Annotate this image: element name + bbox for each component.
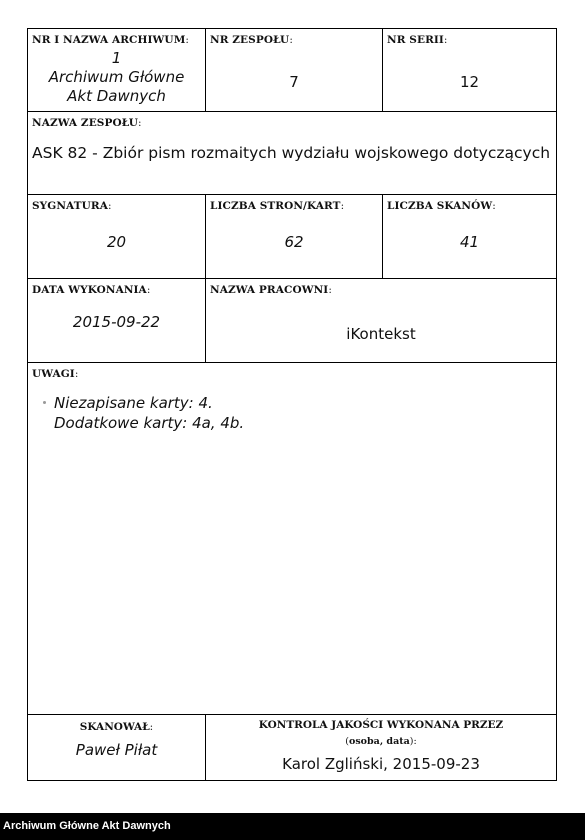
cell-archive: NR I NAZWA ARCHIWUM: 1 Archiwum Główne Akt Dawnych <box>28 29 205 111</box>
quality-control-label: KONTROLA JAKOŚCI WYKONANA PRZEZ <box>258 719 504 731</box>
cell-date: DATA WYKONANIA: 2015-09-22 <box>28 279 205 362</box>
footer-bar <box>0 813 585 840</box>
cell-quality-control: KONTROLA JAKOŚCI WYKONANA PRZEZ (osoba, data): Karol Zgliński, 2015-09-23 <box>205 715 556 781</box>
signature-value: 20 <box>106 233 127 251</box>
cell-remarks: UWAGI: Niezapisane karty: 4. Dodatkowe karty: 4a, 4b. <box>32 368 245 432</box>
remarks-label: UWAGI <box>32 368 75 380</box>
pages-label: LICZBA STRON/KART <box>210 200 341 212</box>
scans-label: LICZBA SKANÓW <box>387 200 493 212</box>
workshop-label: NAZWA PRACOWNI <box>210 284 329 296</box>
archive-label: NR I NAZWA ARCHIWUM <box>32 34 186 46</box>
workshop-value: iKontekst <box>346 325 416 343</box>
archive-number: 1 <box>111 49 122 67</box>
quality-control-sublabel: osoba, data <box>349 736 410 747</box>
row-remarks <box>28 363 556 715</box>
row-counts <box>28 195 556 279</box>
row-signoff <box>28 715 556 781</box>
cell-fonds-number: NR ZESPOŁU: 7 <box>205 29 382 111</box>
footer-text: Archiwum Główne Akt Dawnych <box>3 820 171 832</box>
fonds-number-label: NR ZESPOŁU <box>210 34 290 46</box>
scanned-by-label: SKANOWAŁ <box>79 721 150 733</box>
cell-signature: SYGNATURA: 20 <box>28 195 205 278</box>
pages-value: 62 <box>284 233 304 251</box>
archive-name-line1: Archiwum Główne <box>48 68 185 86</box>
cell-workshop: NAZWA PRACOWNI: iKontekst <box>205 279 556 362</box>
cell-scanned-by: SKANOWAŁ: Paweł Piłat <box>28 715 205 781</box>
metadata-form <box>27 28 557 781</box>
archive-value <box>28 49 205 106</box>
scans-value: 41 <box>459 233 480 251</box>
row-fonds-name <box>28 112 556 195</box>
fonds-name-value: ASK 82 - Zbiór pism rozmaitych wydziału wojskowego dotyczących <box>32 144 551 162</box>
cell-scans: LICZBA SKANÓW: 41 <box>382 195 556 278</box>
remarks-line1: Niezapisane karty: 4. <box>54 394 213 412</box>
cell-series-number: NR SERII: 12 <box>382 29 556 111</box>
archive-name-line2: Akt Dawnych <box>67 87 166 105</box>
fonds-name-label: NAZWA ZESPOŁU <box>32 117 138 129</box>
row-archive <box>28 29 556 112</box>
date-label: DATA WYKONANIA <box>32 284 147 296</box>
cell-pages: LICZBA STRON/KART: 62 <box>205 195 382 278</box>
remarks-text <box>54 393 244 433</box>
series-number-value: 12 <box>459 73 480 91</box>
bullet-dot-icon <box>43 401 46 404</box>
quality-control-value: Karol Zgliński, 2015-09-23 <box>282 755 480 773</box>
fonds-number-value: 7 <box>289 73 299 91</box>
date-value: 2015-09-22 <box>72 313 161 331</box>
remarks-line2: Dodatkowe karty: 4a, 4b. <box>54 414 245 432</box>
row-date-workshop <box>28 279 556 363</box>
series-number-label: NR SERII <box>387 34 444 46</box>
scanned-by-value: Paweł Piłat <box>75 741 158 759</box>
signature-label: SYGNATURA <box>32 200 108 212</box>
cell-fonds-name: NAZWA ZESPOŁU: ASK 82 - Zbiór pism rozmaitych wydziału wojskowego dotyczących <box>32 117 551 162</box>
